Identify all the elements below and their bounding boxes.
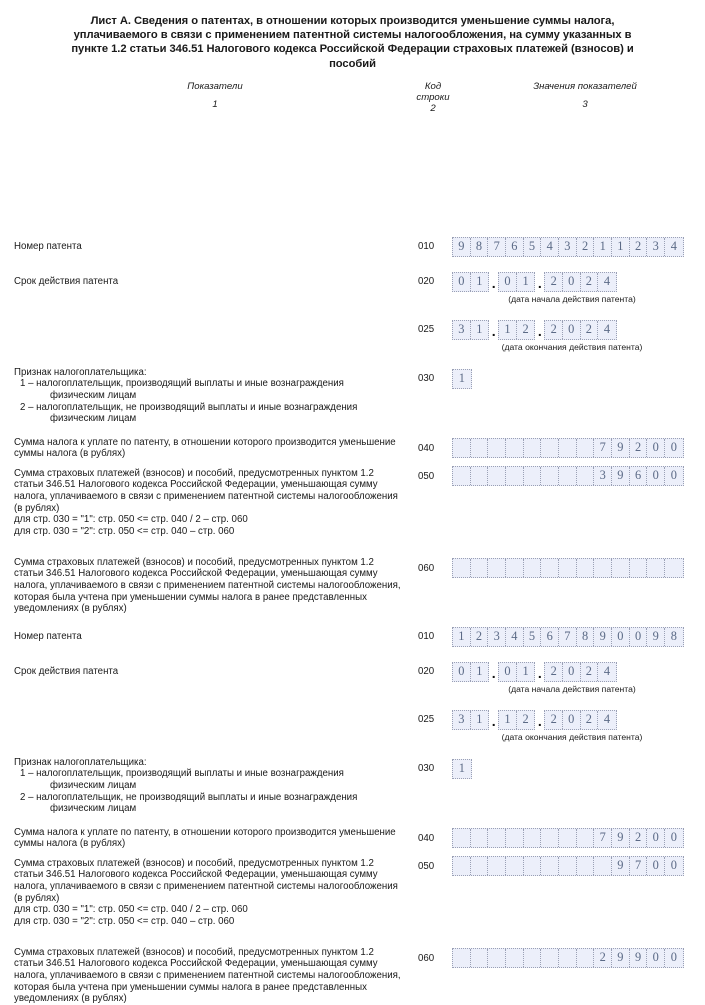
form-cell[interactable] <box>453 559 471 577</box>
line-code: 010 <box>418 630 435 642</box>
form-cell[interactable] <box>577 559 595 577</box>
row-label: Сумма налога к уплате по патенту, в отношении которого производится уменьшение суммы налога (в рублях) <box>14 436 396 460</box>
form-cell[interactable] <box>612 559 630 577</box>
form-cell[interactable] <box>506 467 524 485</box>
column-header-code-number: 2 <box>430 102 436 114</box>
start-date-day[interactable] <box>452 272 489 292</box>
form-cell[interactable] <box>559 559 577 577</box>
end-date-field[interactable] <box>452 320 617 340</box>
form-cell[interactable]: 4 <box>506 628 524 646</box>
form-cell[interactable] <box>506 949 524 967</box>
form-cell[interactable] <box>559 439 577 457</box>
form-cell[interactable] <box>488 439 506 457</box>
form-cell[interactable] <box>524 949 542 967</box>
line-code: 050 <box>418 860 435 872</box>
insurance-accounted-field[interactable] <box>452 948 684 968</box>
form-cell[interactable] <box>559 949 577 967</box>
form-cell[interactable] <box>488 949 506 967</box>
form-cell[interactable] <box>524 467 542 485</box>
form-cell[interactable]: 2 <box>581 711 599 729</box>
form-cell[interactable]: 7 <box>488 238 506 256</box>
form-cell[interactable]: 6 <box>506 238 524 256</box>
form-cell[interactable] <box>577 829 595 847</box>
date-separator-dot: . <box>537 664 542 681</box>
row-label: Сумма страховых платежей (взносов) и пособий, предусмотренных пунктом 1.2 статьи 346.51 Налогового кодекса Российской Федерации, уменьшающая сумму налога, уплачиваемого в связи с применением патентной системы налогообложения (в рублях) для стр. 030 = "1": стр. 050 <= стр. 040 / 2 – стр. 060 для стр. 030 = "2": стр. 050 <= стр. 040 – стр. 060 <box>14 467 398 537</box>
form-cell[interactable]: 9 <box>647 628 665 646</box>
form-cell[interactable]: 0 <box>670 949 677 964</box>
form-cell[interactable]: 3 <box>453 321 471 339</box>
form-cell[interactable]: 1 <box>612 238 630 256</box>
form-cell[interactable]: 2 <box>545 663 563 681</box>
form-cell[interactable] <box>541 439 559 457</box>
form-cell[interactable]: 0 <box>563 663 581 681</box>
form-cell[interactable] <box>506 857 524 875</box>
end-date-month[interactable] <box>498 710 535 730</box>
start-date-year[interactable] <box>544 272 616 292</box>
tax-due-field[interactable] <box>452 438 684 458</box>
form-cell[interactable]: 2 <box>630 439 648 457</box>
form-cell[interactable]: 0 <box>670 467 677 482</box>
form-cell[interactable]: 7 <box>630 857 648 875</box>
row-label: Сумма страховых платежей (взносов) и пособий, предусмотренных пунктом 1.2 статьи 346.51 Налогового кодекса Российской Федерации, уменьшающая сумму налога, уплачиваемого в связи с применением патентной системы налогообложения, которая была учтена при уменьшении суммы налога в ранее представленных уведомлениях (в рублях) <box>14 946 401 1005</box>
form-cell[interactable]: 9 <box>612 829 630 847</box>
end-date-year[interactable] <box>544 320 616 340</box>
form-cell[interactable]: 9 <box>630 949 648 967</box>
column-header-indicators-number: 1 <box>212 98 218 110</box>
column-header-values-number: 3 <box>582 98 588 110</box>
row-label: Срок действия патента <box>14 665 119 677</box>
form-cell[interactable]: 1 <box>476 711 483 726</box>
form-cell[interactable]: 3 <box>488 628 506 646</box>
form-cell[interactable] <box>453 857 471 875</box>
form-cell[interactable] <box>577 439 595 457</box>
form-cell[interactable]: 0 <box>563 321 581 339</box>
form-cell[interactable]: 0 <box>453 663 471 681</box>
taxpayer-sign-cells[interactable] <box>452 369 472 389</box>
form-cell[interactable]: 2 <box>522 321 529 336</box>
line-code: 060 <box>418 952 435 964</box>
patent-number-cells[interactable] <box>452 627 684 647</box>
form-cell[interactable]: 1 <box>476 321 483 336</box>
form-cell[interactable]: 8 <box>577 628 595 646</box>
form-cell[interactable]: 4 <box>603 321 611 336</box>
form-cell[interactable]: 6 <box>541 628 559 646</box>
form-cell[interactable] <box>541 949 559 967</box>
form-cell[interactable] <box>577 467 595 485</box>
form-cell[interactable] <box>559 829 577 847</box>
form-cell[interactable]: 0 <box>563 273 581 291</box>
form-cell[interactable] <box>630 559 648 577</box>
end-date-day[interactable] <box>452 320 489 340</box>
form-cell[interactable]: 8 <box>471 238 489 256</box>
form-cell[interactable]: 0 <box>499 663 517 681</box>
form-cell[interactable] <box>594 559 612 577</box>
form-cell[interactable] <box>471 857 489 875</box>
form-cell[interactable] <box>647 559 665 577</box>
page-title: Лист А. Сведения о патентах, в отношении которых производится уменьшение суммы налога, уплачиваемого в связи с применением патентной системы налогообложения, на сумму указанных в пункте 1.2 статьи 346.51 Налогового кодекса Российской Федерации страховых платежей (взносов) и пособий <box>71 15 634 70</box>
form-cell[interactable]: 4 <box>603 663 611 678</box>
patent-number-field[interactable] <box>452 627 684 647</box>
date-separator-dot: . <box>491 274 496 291</box>
form-cell[interactable] <box>471 829 489 847</box>
end-date-field[interactable] <box>452 710 617 730</box>
form-cell[interactable]: 3 <box>647 238 665 256</box>
form-cell[interactable]: 7 <box>594 439 612 457</box>
row-label: Сумма страховых платежей (взносов) и пособий, предусмотренных пунктом 1.2 статьи 346.51 Налогового кодекса Российской Федерации, уменьшающая сумму налога, уплачиваемого в связи с применением патентной системы налогообложения, которая была учтена при уменьшении суммы налога в ранее представленных уведомлениях (в рублях) <box>14 556 401 615</box>
form-cell[interactable]: 7 <box>559 628 577 646</box>
start-date-field[interactable] <box>452 662 617 682</box>
form-cell[interactable] <box>594 857 612 875</box>
start-date-year[interactable] <box>544 662 616 682</box>
tax-due-cells[interactable] <box>452 828 684 848</box>
form-cell[interactable]: 1 <box>458 760 465 775</box>
form-cell[interactable] <box>506 829 524 847</box>
form-cell[interactable] <box>471 949 489 967</box>
patent-block <box>0 122 705 1005</box>
line-code: 020 <box>418 665 435 677</box>
form-cell[interactable]: 9 <box>612 467 630 485</box>
line-code: 030 <box>418 372 435 384</box>
form-cell[interactable]: 0 <box>670 829 677 844</box>
insurance-reduce-cells[interactable] <box>452 466 684 486</box>
form-cell[interactable] <box>524 559 542 577</box>
start-date-field[interactable] <box>452 272 617 292</box>
line-code: 020 <box>418 275 435 287</box>
date-separator-dot: . <box>537 322 542 339</box>
tax-due-cells[interactable] <box>452 438 684 458</box>
line-code: 060 <box>418 562 435 574</box>
start-date-month[interactable] <box>498 662 535 682</box>
row-label: Сумма налога к уплате по патенту, в отношении которого производится уменьшение суммы налога (в рублях) <box>14 826 396 850</box>
form-cell[interactable]: 2 <box>545 273 563 291</box>
form-cell[interactable] <box>506 559 524 577</box>
form-cell[interactable] <box>524 439 542 457</box>
row-label: Сумма страховых платежей (взносов) и пособий, предусмотренных пунктом 1.2 статьи 346.51 Налогового кодекса Российской Федерации, уменьшающая сумму налога, уплачиваемого в связи с применением патентной системы налогообложения (в рублях) для стр. 030 = "1": стр. 050 <= стр. 040 / 2 – стр. 060 для стр. 030 = "2": стр. 050 <= стр. 040 – стр. 060 <box>14 857 398 927</box>
form-cell[interactable]: 2 <box>581 663 599 681</box>
form-cell[interactable]: 1 <box>453 628 471 646</box>
form-cell[interactable] <box>453 467 471 485</box>
column-headers <box>0 81 705 121</box>
form-cell[interactable] <box>471 467 489 485</box>
form-cell[interactable]: 9 <box>594 628 612 646</box>
form-cell[interactable] <box>577 949 595 967</box>
form-cell[interactable]: 4 <box>603 711 611 726</box>
form-cell[interactable]: 4 <box>670 238 677 253</box>
form-cell[interactable] <box>559 857 577 875</box>
end-date-year[interactable] <box>544 710 616 730</box>
form-cell[interactable]: 1 <box>522 663 529 678</box>
form-cell[interactable]: 9 <box>612 949 630 967</box>
form-cell[interactable] <box>488 559 506 577</box>
form-cell[interactable] <box>524 857 542 875</box>
form-cell[interactable]: 0 <box>647 829 665 847</box>
form-cell[interactable]: 9 <box>612 857 630 875</box>
form-cell[interactable]: 2 <box>545 711 563 729</box>
form-cell[interactable]: 2 <box>594 949 612 967</box>
form-cell[interactable]: 4 <box>603 273 611 288</box>
form-cell[interactable]: 0 <box>647 467 665 485</box>
line-code: 025 <box>418 713 435 725</box>
column-header-indicators <box>120 81 310 110</box>
end-date-day[interactable] <box>452 710 489 730</box>
form-cell[interactable]: 9 <box>453 238 471 256</box>
form-cell[interactable] <box>471 559 489 577</box>
row-label: Признак налогоплательщика: 1 – налогоплательщик, производящий выплаты и иные вознаграждения физическим лицам 2 – налогоплательщик, не производящий выплаты и иные вознаграждения физическим лицам <box>14 366 358 425</box>
line-code: 030 <box>418 762 435 774</box>
form-cell[interactable] <box>488 467 506 485</box>
form-cell[interactable] <box>453 829 471 847</box>
form-cell[interactable]: 2 <box>522 711 529 726</box>
patent-number-cells[interactable] <box>452 237 684 257</box>
form-cell[interactable]: 1 <box>499 711 517 729</box>
form-cell[interactable] <box>541 857 559 875</box>
patent-blocks <box>0 121 705 1005</box>
form-cell[interactable]: 0 <box>563 711 581 729</box>
line-code: 025 <box>418 323 435 335</box>
form-cell[interactable] <box>506 439 524 457</box>
form-cell[interactable]: 5 <box>524 628 542 646</box>
form-cell[interactable]: 3 <box>559 238 577 256</box>
row-label: Признак налогоплательщика: 1 – налогоплательщик, производящий выплаты и иные вознаграждения физическим лицам 2 – налогоплательщик, не производящий выплаты и иные вознаграждения физическим лицам <box>14 756 358 815</box>
form-cell[interactable] <box>541 559 559 577</box>
insurance-accounted-cells[interactable] <box>452 558 684 578</box>
form-cell[interactable] <box>471 439 489 457</box>
form-cell[interactable]: 1 <box>594 238 612 256</box>
insurance-accounted-cells[interactable] <box>452 948 684 968</box>
line-code: 010 <box>418 240 435 252</box>
form-cell[interactable]: 8 <box>670 628 677 643</box>
form-cell[interactable] <box>453 439 471 457</box>
column-header-indicators-label: Показатели <box>187 80 243 92</box>
column-header-code <box>404 81 462 114</box>
form-cell[interactable]: 2 <box>581 273 599 291</box>
form-cell[interactable]: 2 <box>577 238 595 256</box>
row-label: Номер патента <box>14 630 82 642</box>
taxpayer-sign-field[interactable] <box>452 759 472 779</box>
form-cell[interactable]: 0 <box>499 273 517 291</box>
line-code: 050 <box>418 470 435 482</box>
form-cell[interactable]: 2 <box>471 628 489 646</box>
form-cell[interactable] <box>541 467 559 485</box>
form-cell[interactable]: 0 <box>647 949 665 967</box>
form-cell[interactable] <box>577 857 595 875</box>
form-cell[interactable]: 0 <box>670 439 677 454</box>
form-cell[interactable]: 3 <box>594 467 612 485</box>
field-note: (дата начала действия патента) <box>508 683 636 694</box>
line-code: 040 <box>418 832 435 844</box>
row-label: Срок действия патента <box>14 275 119 287</box>
form-cell[interactable] <box>453 949 471 967</box>
taxpayer-sign-cells[interactable] <box>452 759 472 779</box>
form-cell[interactable] <box>524 829 542 847</box>
form-cell[interactable]: 1 <box>522 273 529 288</box>
date-separator-dot: . <box>491 712 496 729</box>
form-cell[interactable]: 0 <box>647 857 665 875</box>
form-cell[interactable]: 0 <box>630 628 648 646</box>
patent-number-field[interactable] <box>452 237 684 257</box>
form-cell[interactable]: 1 <box>476 663 483 678</box>
form-cell[interactable]: 1 <box>476 273 483 288</box>
insurance-reduce-cells[interactable] <box>452 856 684 876</box>
field-note: (дата окончания действия патента) <box>501 341 643 352</box>
start-date-month[interactable] <box>498 272 535 292</box>
form-cell[interactable]: 2 <box>581 321 599 339</box>
date-separator-dot: . <box>491 664 496 681</box>
form-cell[interactable]: 2 <box>630 238 648 256</box>
end-date-month[interactable] <box>498 320 535 340</box>
form-cell[interactable]: 5 <box>524 238 542 256</box>
form-cell[interactable]: 3 <box>453 711 471 729</box>
form-cell[interactable]: 2 <box>630 829 648 847</box>
line-code: 040 <box>418 442 435 454</box>
form-cell[interactable] <box>665 559 683 577</box>
date-separator-dot: . <box>537 712 542 729</box>
insurance-reduce-field[interactable] <box>452 856 684 876</box>
form-cell[interactable]: 0 <box>647 439 665 457</box>
form-cell[interactable]: 0 <box>670 857 677 872</box>
column-header-values-label: Значения показателей <box>533 80 637 92</box>
form-cell[interactable]: 1 <box>499 321 517 339</box>
field-note: (дата окончания действия патента) <box>501 731 643 742</box>
form-cell[interactable]: 1 <box>458 370 465 385</box>
form-cell[interactable]: 0 <box>612 628 630 646</box>
taxpayer-sign-field[interactable] <box>452 369 472 389</box>
start-date-day[interactable] <box>452 662 489 682</box>
form-cell[interactable]: 7 <box>594 829 612 847</box>
form-cell[interactable] <box>559 467 577 485</box>
form-cell[interactable]: 2 <box>545 321 563 339</box>
column-header-code-line2: строки <box>416 91 450 103</box>
form-cell[interactable] <box>541 829 559 847</box>
column-header-code-line1: Код <box>424 80 442 92</box>
insurance-accounted-field[interactable] <box>452 558 684 578</box>
insurance-reduce-field[interactable] <box>452 466 684 486</box>
field-note: (дата начала действия патента) <box>508 293 636 304</box>
form-cell[interactable]: 0 <box>453 273 471 291</box>
tax-due-field[interactable] <box>452 828 684 848</box>
form-cell[interactable] <box>488 829 506 847</box>
form-cell[interactable] <box>488 857 506 875</box>
form-cell[interactable]: 9 <box>612 439 630 457</box>
row-label: Номер патента <box>14 240 82 252</box>
date-separator-dot: . <box>537 274 542 291</box>
date-separator-dot: . <box>491 322 496 339</box>
column-header-values <box>470 81 700 110</box>
form-cell[interactable]: 6 <box>630 467 648 485</box>
form-cell[interactable]: 4 <box>541 238 559 256</box>
